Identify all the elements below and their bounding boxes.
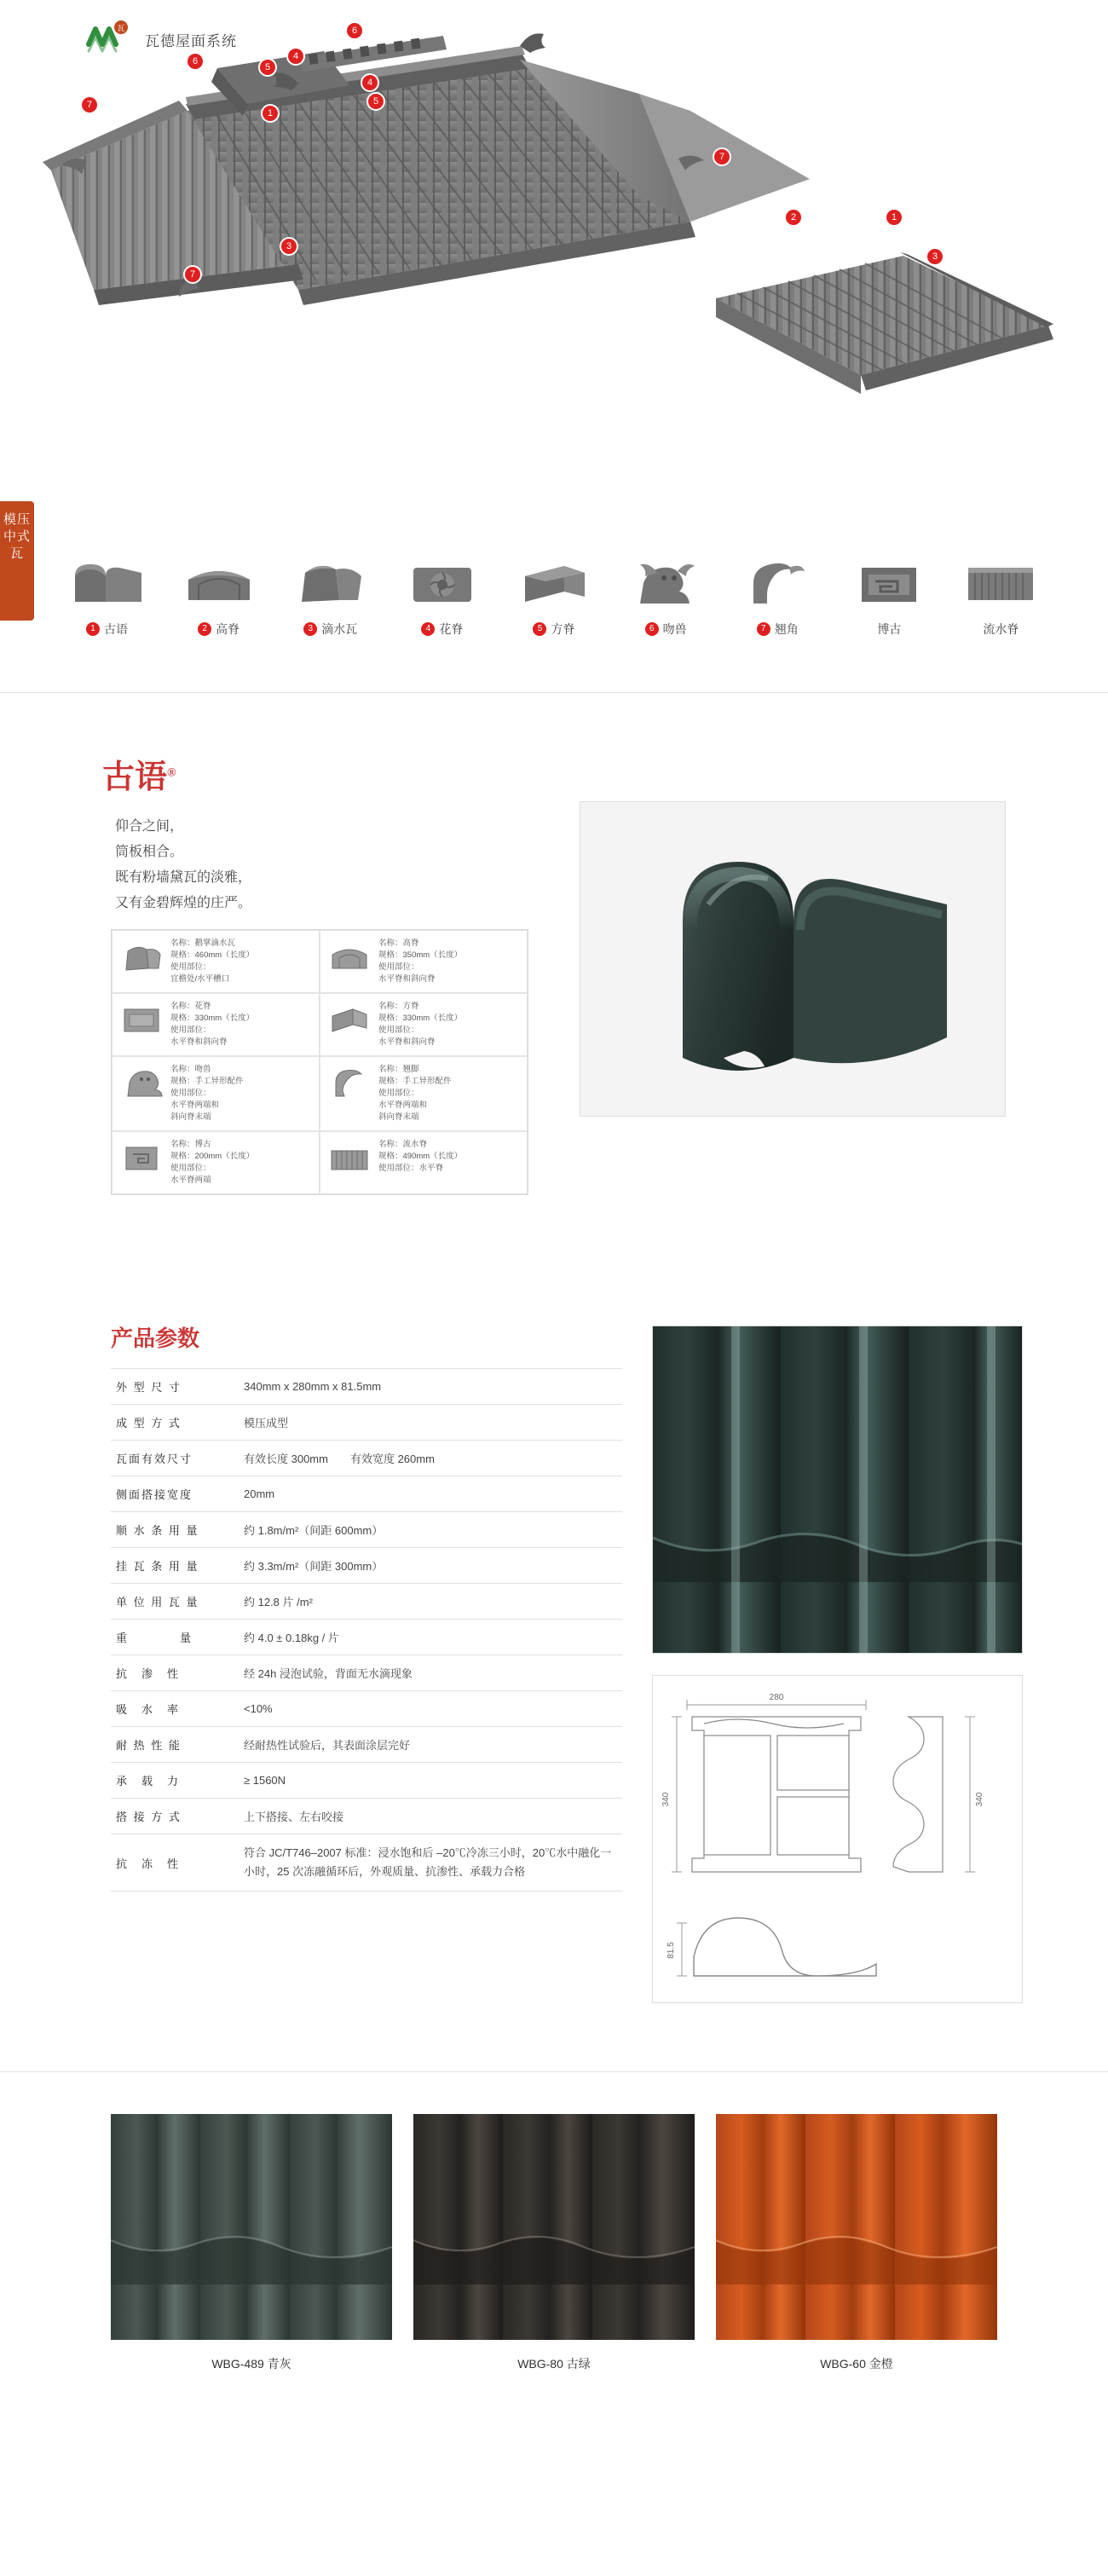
param-key: 耐 热 性 能 [111,1727,239,1763]
part-text-7: 翘角 [774,622,799,636]
drip-tile-icon [274,546,386,614]
slogan-line-3: 既有粉墙黛瓦的淡雅， [115,870,252,885]
spec-line: 规格：手工异形配件 [378,1077,452,1086]
callout-2: 2 [786,210,801,225]
callout-5: 5 [260,60,275,75]
beast-ornament-icon [118,1064,165,1103]
spec-line: 使用部位： [170,1089,211,1098]
table-row [111,1834,622,1892]
param-value: 约 12.8 片 /m² [239,1584,622,1620]
param-key: 单 位 用 瓦 量 [111,1584,239,1620]
part-text-3: 滴水瓦 [321,622,358,636]
part-label-bogu [834,621,945,638]
color-caption-2: WBG-80 古绿 [517,2357,591,2371]
section-title-params: 产品参数 [111,1326,200,1351]
dim-left: 340 [661,1792,671,1807]
spec-line: 名称：吻兽 [170,1065,211,1074]
product-photo-closeup [652,1326,1023,1654]
part-item-dishuiwa [274,546,386,656]
part-text-9: 流水脊 [983,622,1019,636]
product-name-text: 古语 [102,760,168,795]
water-ridge-icon [945,546,1057,614]
spec-line: 使用部位： [378,1089,419,1098]
callout-1b: 1 [886,210,902,225]
color-photo-3 [716,2114,997,2340]
spec-line: 使用部位： [378,1025,419,1035]
spec-line: 名称：高脊 [378,939,419,948]
callout-6b: 6 [188,54,203,69]
spec-text-flower [170,1001,254,1048]
spec-line: 水平脊和斜向脊 [378,974,436,984]
square-ridge-icon [326,1001,373,1040]
spec-line: 使用部位： [170,1164,211,1173]
spec-line: 水平脊和斜向脊 [378,1037,436,1047]
bogu-tile-icon [834,546,945,614]
spec-line: 使用部位： [378,962,419,972]
param-key: 瓦面有效尺寸 [111,1441,239,1476]
color-variant-3 [716,2114,997,2372]
part-num-1: 1 [86,622,100,636]
spec-line: 使用部位： [170,1025,211,1035]
callout-4: 4 [288,49,303,64]
part-num-7: 7 [757,622,770,636]
trademark-symbol: ® [167,766,176,780]
upturned-corner-icon [722,546,834,614]
param-value: 经 24h 浸泡试验，背面无水滴现象 [239,1655,622,1691]
param-key: 挂 瓦 条 用 量 [111,1548,239,1584]
param-value: 约 1.8m/m²（间距 600mm） [239,1512,622,1548]
parameter-table [111,1368,622,1892]
svg-text:瓦: 瓦 [117,24,125,32]
spec-line: 斜向脊末端 [170,1112,211,1122]
part-item-guyu [51,546,163,656]
part-label-guyu [51,621,163,638]
table-row [111,1369,622,1405]
beast-ornament-icon [610,546,722,614]
part-label-wenshou [610,621,722,638]
callout-1: 1 [263,106,278,121]
spec-text-ridge [378,938,462,985]
param-key: 搭 接 方 式 [111,1799,239,1834]
barrel-tile-icon [51,546,163,614]
flower-ridge-icon [386,546,498,614]
param-key: 外 型 尺 寸 [111,1369,239,1405]
square-ridge-icon [498,546,609,614]
table-row [111,1476,622,1512]
color-variants [111,2114,997,2372]
part-label-fangji [498,621,609,638]
part-num-5: 5 [533,622,546,636]
param-key: 成 型 方 式 [111,1405,239,1441]
spec-line: 规格：350mm（长度） [378,950,463,960]
param-value: 模压成型 [239,1405,622,1441]
color-photo-1 [111,2114,392,2340]
bogu-tile-icon [118,1139,165,1178]
part-num-3: 3 [303,622,317,636]
callout-7b: 7 [185,267,200,282]
spec-line: 名称：花脊 [170,1002,211,1011]
divider-bottom [0,2071,1108,2072]
part-item-bogu [834,546,945,656]
water-ridge-icon [326,1139,373,1178]
param-key: 重 量 [111,1620,239,1655]
callout-3: 3 [281,239,297,254]
table-row [111,1691,622,1727]
flower-ridge-icon [118,1001,165,1040]
part-num-2: 2 [198,622,211,636]
param-value: 符合 JC/T746–2007 标准：浸水饱和后 –20℃冷冻三小时，20℃水中融化一小时，25 次冻融循环后，外观质量、抗渗性、承载力合格 [239,1834,622,1892]
table-row [111,1512,622,1548]
part-num-6: 6 [645,622,659,636]
table-row [111,1548,622,1584]
product-photo-main [580,801,1006,1117]
spec-text-corner [378,1064,452,1123]
dim-right: 340 [975,1792,984,1807]
callout-7c: 7 [714,149,730,165]
part-item-huaji [386,546,498,656]
hero-illustration [0,0,1108,588]
spec-line: 使用部位：水平脊 [378,1164,444,1173]
param-value: <10% [239,1691,622,1727]
spec-line: 名称：博古 [170,1140,211,1149]
technical-drawing [652,1675,1023,2003]
spec-cell-corner [320,1056,528,1131]
spec-line: 水平脊和斜向脊 [170,1037,228,1047]
spec-line: 规格：手工异形配件 [170,1077,244,1086]
side-tab-line-1: 模压中式 [3,512,31,544]
param-key: 顺 水 条 用 量 [111,1512,239,1548]
spec-line: 水平脊两端和 [170,1100,220,1110]
accessory-spec-grid [111,929,528,1195]
ridge-tile-icon [163,546,274,614]
part-text-5: 方脊 [551,622,575,636]
param-value: 有效长度 300mm 有效宽度 260mm [239,1441,622,1476]
part-text-4: 花脊 [439,622,464,636]
divider-top [0,692,1108,693]
part-item-qiaojiao [722,546,834,656]
spec-line: 宜檐处/水平槽口 [170,974,230,984]
part-text-8: 博古 [877,622,902,636]
spec-line: 名称：翘脚 [378,1065,419,1074]
upturned-corner-icon [326,1064,373,1103]
param-value: 340mm x 280mm x 81.5mm [239,1369,622,1405]
part-text-6: 吻兽 [662,622,687,636]
callout-5b: 5 [368,94,384,109]
callout-7: 7 [82,97,97,113]
param-value: 经耐热性试验后，其表面涂层完好 [239,1727,622,1763]
part-label-gaoji [163,621,274,638]
spec-line: 使用部位： [170,962,211,972]
param-key: 承 载 力 [111,1763,239,1799]
side-tab-line-2: 瓦 [9,546,24,561]
part-item-gaoji [163,546,274,656]
dim-bottom: 81.5 [667,1942,676,1959]
spec-cell-bogu [112,1131,320,1194]
product-slogan [115,814,482,916]
table-row [111,1655,622,1691]
part-item-liushuiji [945,546,1057,656]
color-caption-3: WBG-60 金橙 [820,2357,893,2371]
spec-line: 名称：流水脊 [378,1140,428,1149]
parts-legend [51,546,1057,656]
table-row [111,1727,622,1763]
param-key: 抗 冻 性 [111,1834,239,1892]
spec-text-bogu [170,1139,254,1187]
spec-cell-water-ridge [320,1131,528,1194]
part-label-huaji [386,621,498,638]
color-photo-2 [413,2114,695,2340]
color-caption-1: WBG-489 青灰 [211,2357,291,2371]
spec-text-square [378,1001,462,1048]
color-variant-2 [413,2114,695,2372]
spec-line: 水平脊两端 [170,1175,211,1185]
param-value: 约 3.3m/m²（间距 300mm） [239,1548,622,1584]
spec-line: 规格：330mm（长度） [378,1014,463,1023]
param-value: 20mm [239,1476,622,1512]
callout-4b: 4 [362,75,378,90]
spec-line: 名称：鹅掌滴水瓦 [170,939,236,948]
spec-cell-flower [112,993,320,1056]
table-row [111,1763,622,1799]
dim-top: 280 [769,1693,784,1702]
param-key: 吸 水 率 [111,1691,239,1727]
part-item-wenshou [610,546,722,656]
spec-line: 水平脊两端和 [378,1100,428,1110]
drip-tile-icon [118,938,165,977]
slogan-line-1: 仰合之间， [115,819,184,834]
param-value: ≥ 1560N [239,1763,622,1799]
spec-line: 规格：490mm（长度） [378,1152,463,1161]
spec-text-beast [170,1064,244,1123]
page-title [102,750,176,797]
category-side-tab [0,501,34,621]
part-text-2: 高脊 [216,622,240,636]
param-key: 抗 渗 性 [111,1655,239,1691]
param-value: 上下搭接、左右咬接 [239,1799,622,1834]
spec-cell-square [320,993,528,1056]
spec-line: 规格：200mm（长度） [170,1152,255,1161]
part-label-qiaojiao [722,621,834,638]
part-item-fangji [498,546,609,656]
spec-line: 规格：460mm（长度） [170,950,255,960]
table-row [111,1405,622,1441]
slogan-line-2: 筒板相合。 [115,845,184,859]
spec-line: 斜向脊末端 [378,1112,419,1122]
callout-6: 6 [347,23,362,38]
color-variant-1 [111,2114,392,2372]
callout-3b: 3 [927,249,943,264]
spec-cell-drip [112,930,320,993]
table-row [111,1799,622,1834]
brand-name: 瓦德屋面系统 [145,32,237,49]
table-row [111,1584,622,1620]
param-value: 约 4.0 ± 0.18kg / 片 [239,1620,622,1655]
part-text-1: 古语 [104,622,129,636]
slogan-line-4: 又有金碧辉煌的庄严。 [115,896,252,910]
spec-text-drip [170,938,254,985]
param-key: 侧面搭接宽度 [111,1476,239,1512]
spec-line: 名称：方脊 [378,1002,419,1011]
table-row [111,1441,622,1476]
spec-text-water-ridge [378,1139,462,1175]
spec-cell-ridge [320,930,528,993]
part-num-4: 4 [421,622,435,636]
spec-cell-beast [112,1056,320,1131]
table-row [111,1620,622,1655]
ridge-tile-icon [326,938,373,977]
spec-line: 规格：330mm（长度） [170,1014,255,1023]
part-label-dishuiwa [274,621,386,638]
part-label-liushuiji [945,621,1057,638]
